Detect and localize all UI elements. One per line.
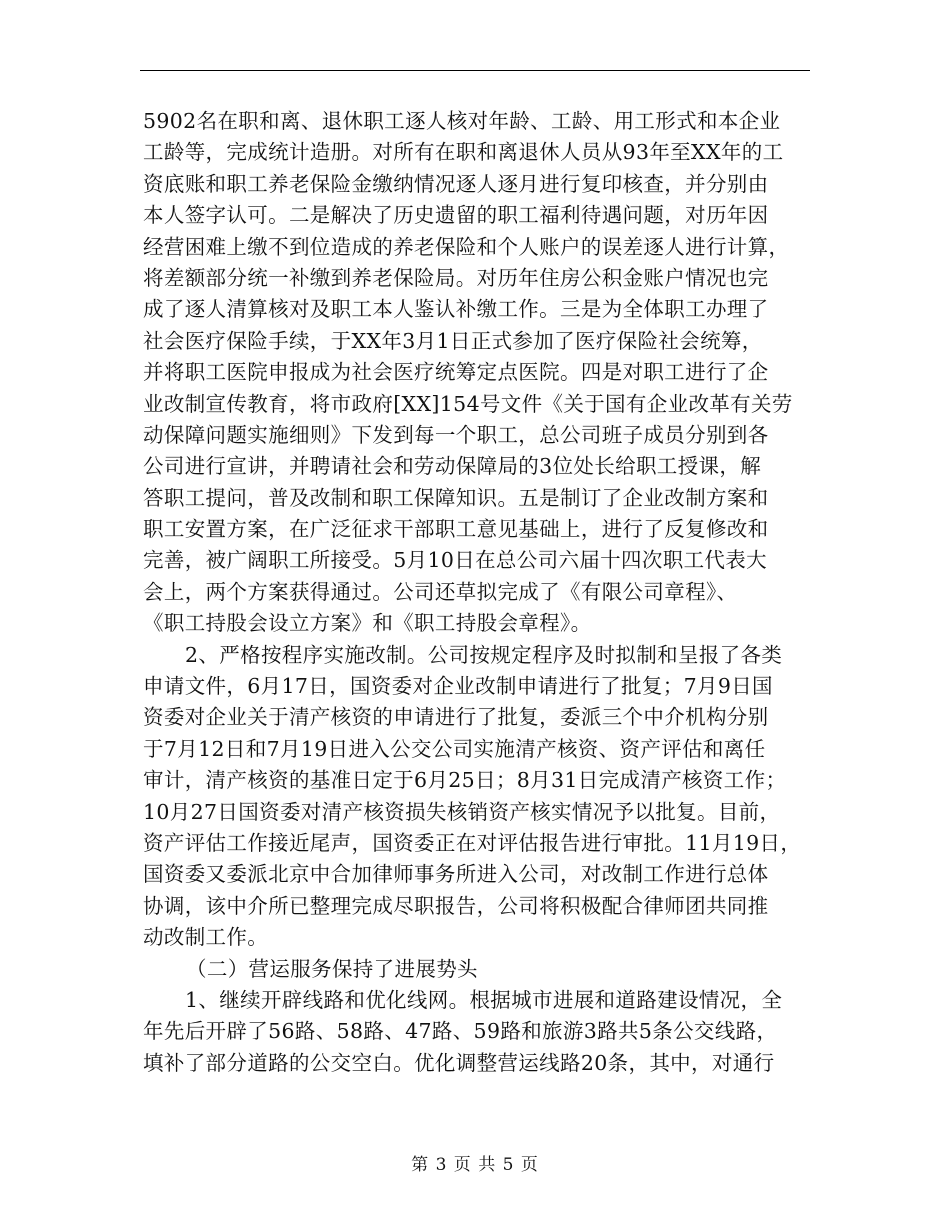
text-line: 工龄等，完成统计造册。对所有在职和离退休人员从93年至XX年的工: [143, 140, 784, 165]
text-line: 填补了部分道路的公交空白。优化调整营运线路20条，其中，对通行: [143, 1050, 775, 1075]
text-line: 职工安置方案，在广泛征求干部职工意见基础上，进行了反复修改和: [143, 517, 769, 542]
text-line: 业改制宣传教育，将市政府[XX]154号文件《关于国有企业改革有关劳: [143, 391, 793, 416]
text-line: 年先后开辟了56路、58路、47路、59路和旅游3路共5条公交线路，: [143, 1019, 778, 1044]
text-line: 《职工持股会设立方案》和《职工持股会章程》。: [143, 611, 592, 636]
text-line: 社会医疗保险手续，于XX年3月1日正式参加了医疗保险社会统筹，: [143, 328, 763, 353]
text-line: 审计，清产核资的基准日定于6月25日；8月31日完成清产核资工作；: [143, 768, 787, 793]
paragraph-start-line: 2、严格按程序实施改制。公司按规定程序及时拟制和呈报了各类: [185, 642, 783, 667]
text-line: 10月27日国资委对清产核资损失核销资产核实情况予以批复。目前，: [143, 799, 781, 824]
text-line: 5902名在职和离、退休职工逐人核对年龄、工龄、用工形式和本企业: [143, 109, 781, 133]
text-line: 于7月12日和7月19日进入公交公司实施清产核资、资产评估和离任: [143, 736, 766, 761]
text-line: 完善，被广阔职工所接受。5月10日在总公司六届十四次职工代表大: [143, 548, 767, 573]
text-line: 国资委又委派北京中合加律师事务所进入公司，对改制工作进行总体: [143, 862, 769, 887]
text-line: 将差额部分统一补缴到养老保险局。对历年住房公积金账户情况也完: [143, 265, 769, 290]
text-line: 协调，该中介所已整理完成尽职报告，公司将积极配合律师团共同推: [143, 893, 769, 918]
text-line: 经营困难上缴不到位造成的养老保险和个人账户的误差逐人进行计算，: [143, 234, 790, 259]
text-line: 资底账和职工养老保险金缴纳情况逐人逐月进行复印核查，并分别由: [143, 171, 769, 196]
text-line: 资委对企业关于清产核资的申请进行了批复，委派三个中介机构分别: [143, 705, 769, 730]
text-line: 并将职工医院申报成为社会医疗统筹定点医院。四是对职工进行了企: [143, 360, 769, 385]
text-line: 动保障问题实施细则》下发到每一个职工，总公司班子成员分别到各: [143, 422, 769, 447]
section-heading: （二）营运服务保持了进展势头: [186, 956, 478, 981]
text-line: 本人签字认可。二是解决了历史遗留的职工福利待遇问题，对历年因: [143, 203, 769, 228]
text-line: 动改制工作。: [143, 925, 269, 950]
text-line: 答职工提问，普及改制和职工保障知识。五是制订了企业改制方案和: [143, 485, 769, 510]
header-rule: [140, 70, 810, 71]
paragraph-start-line: 1、继续开辟线路和优化线网。根据城市进展和道路建设情况，全: [185, 987, 783, 1012]
text-line: 会上，两个方案获得通过。公司还草拟完成了《有限公司章程》、: [143, 579, 738, 604]
body-text: [143, 106, 823, 1079]
text-line: 成了逐人清算核对及职工本人鉴认补缴工作。三是为全体职工办理了: [143, 297, 769, 322]
text-line: 申请文件，6月17日，国资委对企业改制申请进行了批复；7月9日国: [143, 674, 773, 699]
text-line: 资产评估工作接近尾声，国资委正在对评估报告进行审批。11月19日，: [143, 830, 802, 855]
text-line: 公司进行宣讲，并聘请社会和劳动保障局的3位处长给职工授课，解: [143, 454, 762, 479]
page-footer: 第 3 页 共 5 页: [411, 1155, 539, 1175]
